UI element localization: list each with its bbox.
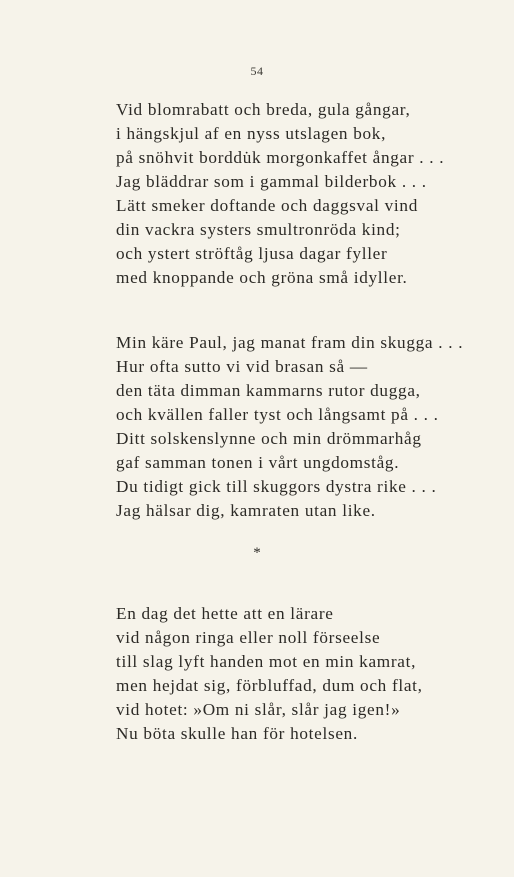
section-separator: * (253, 545, 261, 561)
stanza-1 (116, 98, 444, 290)
verse-line: och ystert ströftåg ljusa dagar fyller (116, 244, 388, 263)
verse-line: Ditt solskenslynne och min drömmarhåg (116, 429, 422, 448)
stanza-3 (116, 602, 423, 746)
verse-line: Jag hälsar dig, kamraten utan like. (116, 501, 376, 520)
verse-line: gaf samman tonen i vårt ungdomståg. (116, 453, 400, 472)
verse-line: En dag det hette att en lärare (116, 604, 334, 623)
verse-line: Lätt smeker doftande och daggsval vind (116, 196, 418, 215)
verse-line: Min käre Paul, jag manat fram din skugga . . . (116, 333, 464, 352)
verse-line: och kvällen faller tyst och långsamt på . . . (116, 405, 439, 424)
verse-line: med knoppande och gröna små idyller. (116, 268, 408, 287)
page-number: 54 (250, 64, 264, 78)
verse-line: Hur ofta sutto vi vid brasan så — (116, 357, 368, 376)
verse-line: Jag bläddrar som i gammal bilderbok . . . (116, 172, 427, 191)
verse-line: din vackra systers smultronröda kind; (116, 220, 401, 239)
verse-line: vid hotet: »Om ni slår, slår jag igen!» (116, 700, 401, 719)
verse-line: den täta dimman kammarns rutor dugga, (116, 381, 421, 400)
verse-line: men hejdat sig, förbluffad, dum och flat, (116, 676, 423, 695)
verse-line: Du tidigt gick till skuggors dystra rike . . . (116, 477, 437, 496)
verse-line: Nu böta skulle han för hotelsen. (116, 724, 358, 743)
verse-line: vid någon ringa eller noll förseelse (116, 628, 381, 647)
verse-line: på snöhvit borddu̇k morgonkaffet ångar . . . (116, 148, 445, 167)
verse-line: Vid blomrabatt och breda, gula gångar, (116, 100, 411, 119)
verse-line: i hängskjul af en nyss utslagen bok, (116, 124, 387, 143)
stanza-2 (116, 331, 463, 523)
verse-line: till slag lyft handen mot en min kamrat, (116, 652, 417, 671)
